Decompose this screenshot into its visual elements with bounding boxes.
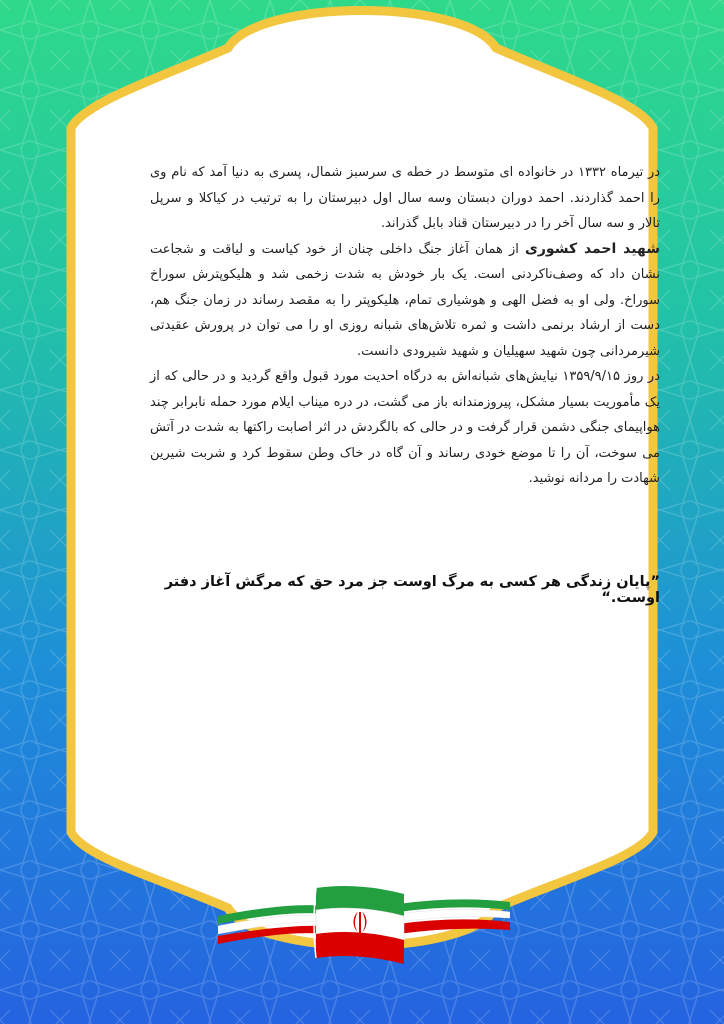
iran-flag-ribbon-icon (218, 880, 510, 970)
bio-paragraph-3: در روز ۱۳۵۹/۹/۱۵ نیایش‌های شبانه‌اش به درگاه احدیت مورد قبول واقع گردید و در حالی که از یک مأموریت بسیار مشکل، پیروزمندانه باز می گشت، در دره میناب ایلام مورد حمله نابرابر چند هواپیمای جنگی دشمن قرار گرفت و در حالی که بالگردش در اثر اصابت راکتها به شدت در آتش می سوخت، آن را تا موضع خودی رساند و آن گاه در خاک وطن سقوط کرد و شربت شیرین شهادت را مردانه نوشید. (150, 369, 660, 486)
quote: ”پایان زندگی هر کسی به مرگ اوست جز مرد حق که مرگش آغاز دفتر اوست.“ (164, 574, 660, 606)
martyr-name: شهید احمد کشوری (525, 240, 660, 257)
bio-paragraph-2 (150, 237, 660, 365)
bio-paragraph-1: در تیرماه ۱۳۳۲ در خانواده ای متوسط در خطه ی سرسبز شمال، پسری به دنیا آمد که نام وی را احمد گذاردند. احمد دوران دبستان وسه سال اول دبیرستان را به ترتیب در کیاکلا و سرپل تالار و سه سال آخر را در دبیرستان قناد بابل گذراند. (150, 165, 661, 231)
bio-paragraph-2-text: از همان آغاز جنگ داخلی چنان از خود کیاست و لیاقت و شجاعت نشان داد که وصف‌ناکردنی است. یک بار خودش به شدت زخمی شد و هلیکوپترش سوراخ سوراخ. ولی او به فضل الهی و هوشیاری تمام، هلیکوپتر را به مقصد رساند در زمان جنگ هم، دست از ارشاد برنمی داشت و ثمره تلاش‌های شبانه روزی او را می توان در پرورش عقیدتی شیرمردانی چون شهید سهیلیان و شهید شیرودی دانست. (150, 241, 660, 359)
biography-text (150, 160, 660, 492)
